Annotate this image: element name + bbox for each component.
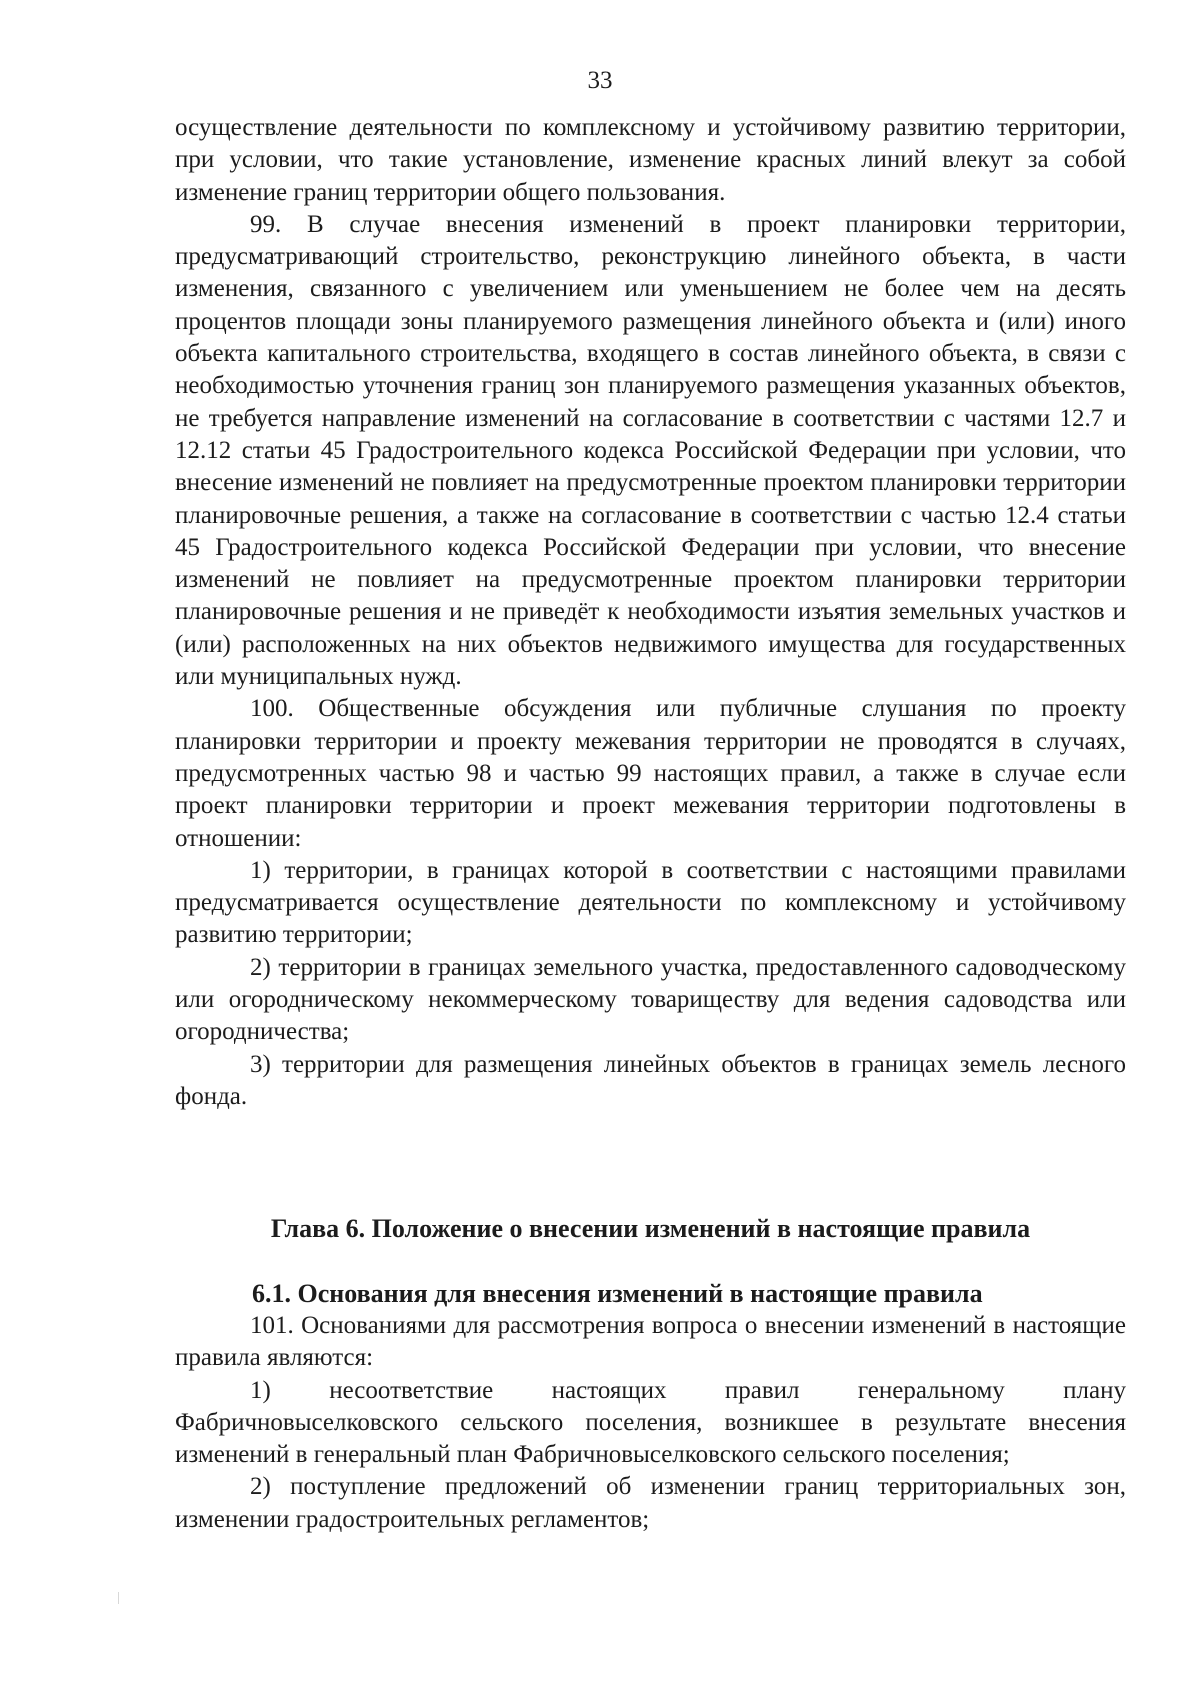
page-number: 33	[587, 67, 613, 94]
list-item-2-bases: 2) поступление предложений об изменении границ территориальных зон, изменении градостроительных регламентов;	[175, 1473, 1126, 1533]
paragraph-100: 100. Общественные обсуждения или публичные слушания по проекту планировки территории и проекту межевания территории не проводятся в случаях, предусмотренных частью 98 и частью 99 настоящих правил, а также в случае если проект планировки территории и проект межевания территории подготовлены в отношении:	[175, 695, 1126, 852]
list-item-1-bases: 1) несоответствие настоящих правил генеральному плану Фабричновыселковского сельского поселения, возникшее в результате внесения изменений в генеральный план Фабричновыселковского сельского поселения;	[175, 1376, 1126, 1469]
paragraph-101: 101. Основаниями для рассмотрения вопроса о внесении изменений в настоящие правила являются:	[175, 1312, 1126, 1372]
list-item-3: 3) территории для размещения линейных объектов в границах земель лесного фонда.	[175, 1050, 1126, 1110]
list-item-2: 2) территории в границах земельного участка, предоставленного садоводческому или огородническому некоммерческому товариществу для ведения садоводства или огородничества;	[175, 953, 1126, 1046]
paragraph-continuation: осуществление деятельности по комплексному и устойчивому развитию территории, при условии, что такие установление, изменение красных линий влекут за собой изменение границ территории общего пользования.	[175, 114, 1126, 206]
scan-artifact	[118, 1592, 119, 1604]
section-heading: 6.1. Основания для внесения изменений в настоящие правила	[252, 1279, 983, 1308]
chapter-heading: Глава 6. Положение о внесении изменений в настоящие правила	[270, 1214, 1031, 1243]
paragraph-99: 99. В случае внесения изменений в проект планировки территории, предусматривающий строительство, реконструкцию линейного объекта, в части изменения, связанного с увеличением или уменьшением не более чем на десять процентов площади зоны планируемого размещения линейного объекта и (или) иного объекта капитального строительства, входящего в состав линейного объекта, в связи с необходимостью уточнения границ зон планируемого размещения указанных объектов, не требуется направление изменений на согласование в соответствии с частями 12.7 и 12.12 статьи 45 Градостроительного кодекса Российской Федерации при условии, что внесение изменений не повлияет на предусмотренные проектом планировки территории планировочные решения, а также на согласование в соответствии с частью 12.4 статьи 45 Градостроительного кодекса Российской Федерации при условии, что внесение изменений не повлияет на предусмотренные проектом планировки территории планировочные решения и не приведёт к необходимости изъятия земельных участков и (или) расположенных на них объектов недвижимого имущества для государственных или муниципальных нужд.	[175, 210, 1126, 691]
body-text-bottom	[175, 1310, 1126, 1536]
body-text-top	[175, 112, 1126, 1113]
list-item-1: 1) территории, в границах которой в соответствии с настоящими правилами предусматривается осуществление деятельности по комплексному и устойчивому развитию территории;	[175, 856, 1126, 949]
